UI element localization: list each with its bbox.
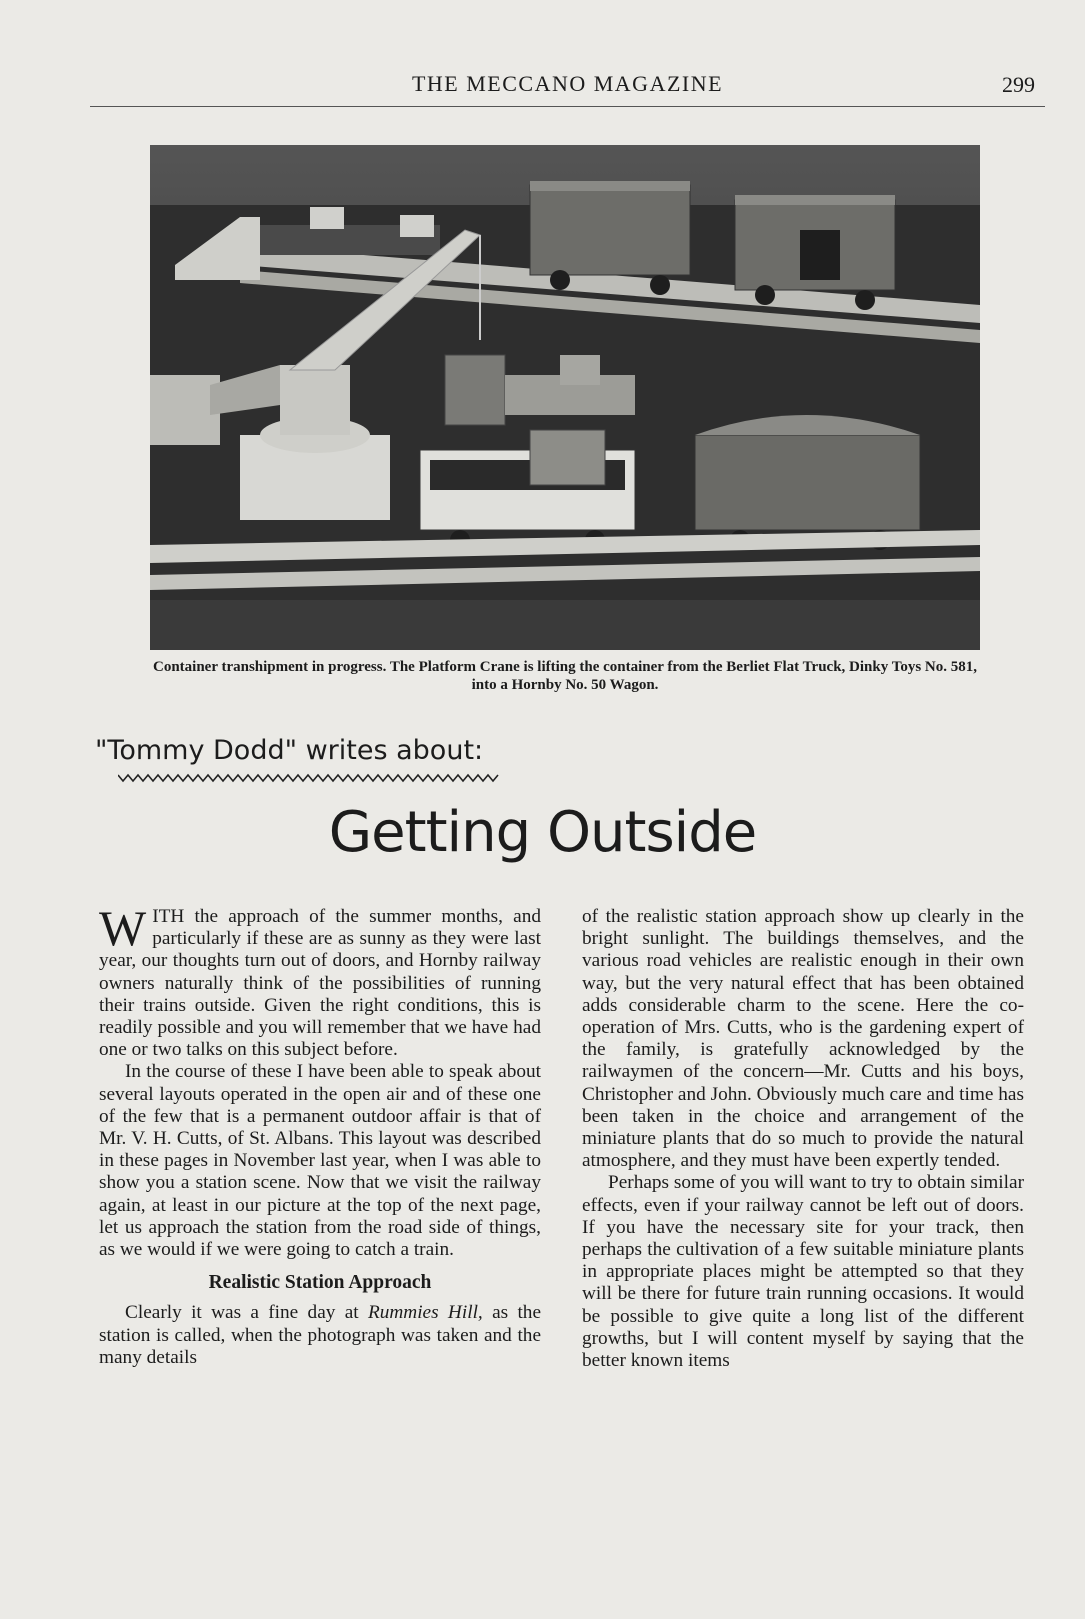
magazine-title: THE MECCANO MAGAZINE <box>411 71 724 96</box>
article-title: Getting Outside <box>328 800 757 865</box>
model-railway-photo <box>150 145 980 650</box>
paragraph-1 <box>99 900 541 1061</box>
paragraph-3-end: as the station is called, when the photograph was taken and the many details <box>99 1302 542 1368</box>
photo-caption: Container transhipment in progress. The Platform Crane is lifting the container from the Berliet Flat Truck, Dinky Toys No. 581, into a Hornby No. 50 Wagon. <box>152 659 978 693</box>
left-column <box>99 900 542 1369</box>
paragraph-5: Perhaps some of you will want to try to obtain similar effects, even if your railway cannot be left out of doors. If you have the necessary site for your track, then perhaps the cultivation of a few suitable miniature plants in appropriate places might be attempted so that they will be there for future train running occasions. It would be possible to give quite a long list of the different growths, but I will content myself by saying that the better known items <box>582 1172 1024 1372</box>
paragraph-2: In the course of these I have been able to speak about several layouts operated in the open air and of these one of the few that is a permanent outdoor affair is that of Mr. V. H. Cutts, of St. Albans. This layout was described in these pages in November last year, when I was able to show you a station scene. Now that we visit the railway again, at least in our picture at the top of the next page, let us approach the station from the road side of things, as we would if we were going to catch a train. <box>99 1061 541 1261</box>
box-van-front <box>695 415 920 550</box>
page-number: 299 <box>1002 72 1035 97</box>
decorative-squiggle <box>118 772 538 784</box>
paragraph-3 <box>99 1302 541 1369</box>
subheading: Realistic Station Approach <box>208 1272 432 1294</box>
page-header <box>90 66 1045 107</box>
station-name: Rummies Hill, <box>367 1302 483 1324</box>
photo-illustration <box>150 145 980 650</box>
byline: "Tommy Dodd" writes about: <box>95 735 484 766</box>
right-column <box>582 906 1024 1372</box>
paragraph-3-start: Clearly it was a fine day at <box>125 1302 368 1324</box>
drop-cap: W <box>99 900 147 956</box>
paragraph-1-text: ITH the approach of the summer months, and particularly if these are as sunny as they were last year, our thoughts turn out of doors, and Hornby railway owners naturally think of the possibilities of running their trains outside. Given the right conditions, this is readily possible and you will remember that we have had one or two talks on this subject before. <box>99 906 541 1061</box>
paragraph-4: of the realistic station approach show up clearly in the bright sunlight. The buildings themselves, and the various road vehicles are realistic enough in their own way, but the very natural effect that has been obtained adds considerable charm to the scene. Here the co-operation of Mrs. Cutts, who is the gardening expert of the family, is gratefully acknowledged by the railwaymen of the concern—Mr. Cutts and his boys, Christopher and John. Obviously much care and time has been taken in the choice and arrangement of the miniature plants that do so much to provide the natural atmosphere, and they must have been expertly tended. <box>582 906 1024 1172</box>
